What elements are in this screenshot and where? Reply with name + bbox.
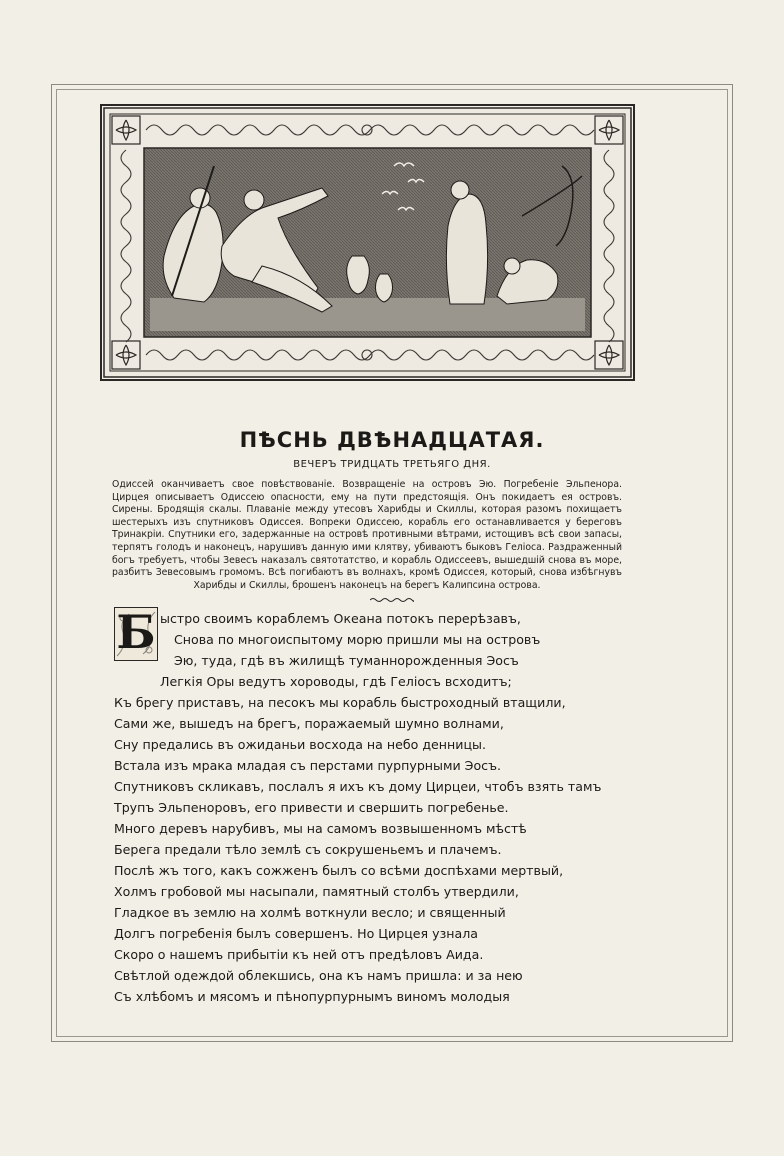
poem-line: Свѣтлой одеждой облекшись, она къ намъ пришла: и за нею <box>114 968 523 983</box>
poem-line: Снова по многоиспытому морю пришли мы на островъ <box>174 632 541 647</box>
poem-line: Холмъ гробовой мы насыпали, памятный столбъ утвердили, <box>114 884 519 899</box>
poem-line: Послѣ жъ того, какъ сожженъ былъ со всѣми доспѣхами мертвый, <box>114 863 564 878</box>
engraving-illustration <box>100 104 635 381</box>
poem-line: Спутниковъ скликавъ, послалъ я ихъ къ дому Цирцеи, чтобъ взять тамъ <box>114 779 602 794</box>
chapter-summary: Одиссей оканчиваетъ свое повѣствованіе. Возвращеніе на островъ Эю. Погребеніе Эльпенора. Цирцея описываетъ Одиссею опасности, ему на пути предстоящія. Онъ покидаетъ ея островъ. Сирены. Бродящія скалы. Плаваніе между утесовъ Харибды и Скиллы, которая разомъ похищаетъ шестерыхъ изъ спутниковъ Одиссея. Вопреки Одиссею, корабль его останавливается у береговъ Тринакріи. Спутники его, задержанные на островѣ противными вѣтрами, истощивъ всѣ свои запасы, терпятъ голодъ и наконецъ, нарушивъ данную ими клятву, убиваютъ быковъ Геліоса. Раздраженный богъ требуетъ, чтобы Зевесъ наказалъ святотатство, и корабль Одиссеевъ, вышедшій снова въ море, разбитъ Зевесовымъ громомъ. Всѣ погибаютъ въ волнахъ, кромѣ Одиссея, который, снова избѣгнувъ Харибды и Скиллы, брошенъ наконецъ на берегъ Калипсина острова. <box>112 479 622 591</box>
poem-line: Къ брегу приставъ, на песокъ мы корабль быстроходный втащили, <box>114 695 566 710</box>
poem-line: Легкія Оры ведутъ хороводы, гдѣ Геліосъ всходитъ; <box>160 674 512 689</box>
poem-line: Берега предали тѣло землѣ съ сокрушеньемъ и плачемъ. <box>114 842 502 857</box>
engraving-svg <box>102 106 633 379</box>
drop-cap <box>114 607 158 661</box>
poem-line: Эю, туда, гдѣ въ жилищѣ туманнорожденныя Эосъ <box>174 653 519 668</box>
poem-line: Съ хлѣбомъ и мясомъ и пѣнопурпурнымъ виномъ молодыя <box>114 989 510 1004</box>
poem-line: Сну предались въ ожиданьи восхода на небо денницы. <box>114 737 486 752</box>
poem-line: Сами же, вышедъ на брегъ, поражаемый шумно волнами, <box>114 716 504 731</box>
chapter-title: ПѢСНЬ ДВѢНАДЦАТАЯ. <box>239 428 545 452</box>
divider-ornament <box>370 597 414 603</box>
poem-line: Много деревъ нарубивъ, мы на самомъ возвышенномъ мѣстѣ <box>114 821 527 836</box>
chapter-subtitle: ВЕЧЕРЪ ТРИДЦАТЬ ТРЕТЬЯГО ДНЯ. <box>293 459 491 470</box>
poem-line: Скоро о нашемъ прибытіи къ ней отъ предѣловъ Аида. <box>114 947 484 962</box>
drop-cap-letter: Б <box>116 607 156 659</box>
poem-line: Встала изъ мрака младая съ перстами пурпурными Эосъ. <box>114 758 501 773</box>
poem-line: Трупъ Эльпеноровъ, его привести и свершить погребенье. <box>114 800 509 815</box>
poem-line: Гладкое въ землю на холмѣ воткнули весло; и священный <box>114 905 506 920</box>
poem-line: ыстро своимъ кораблемъ Океана потокъ перерѣзавъ, <box>160 611 521 626</box>
poem-line: Долгъ погребенія былъ совершенъ. Но Цирцея узнала <box>114 926 479 941</box>
